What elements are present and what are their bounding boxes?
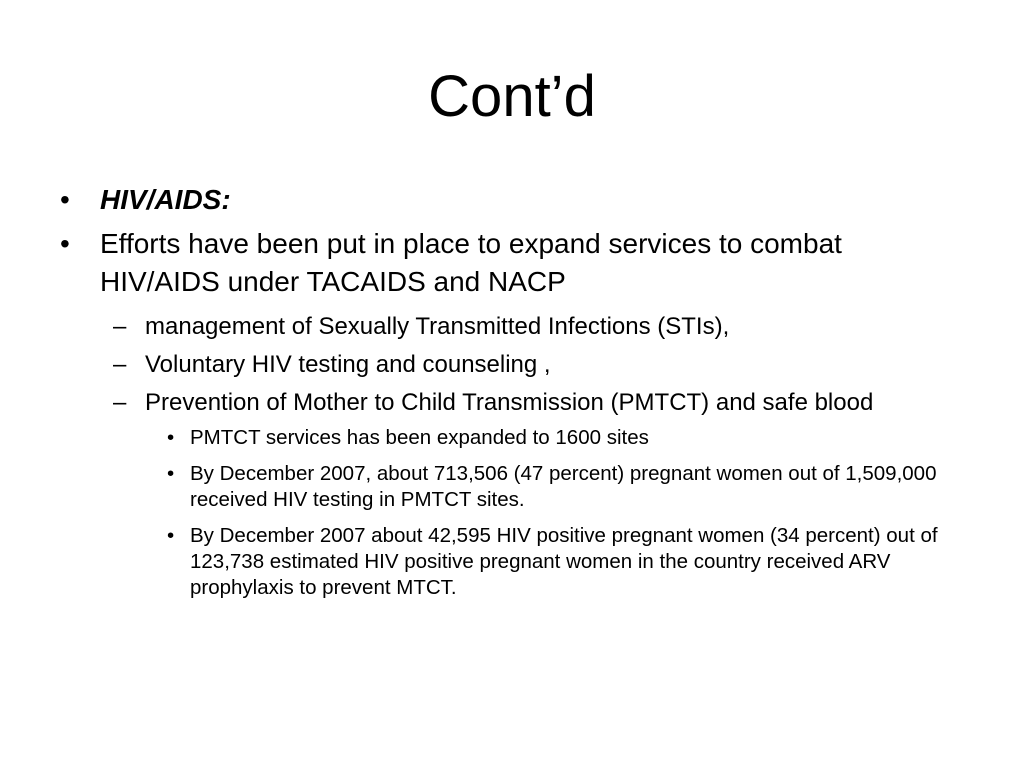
bullet-item-hiv-aids: [56, 181, 966, 219]
bullet-dot-icon: •: [167, 462, 175, 485]
detail-bullet-pmtct-sites: [56, 425, 966, 451]
dash-icon: –: [113, 389, 127, 416]
bullet-text: Efforts have been put in place to expand services to combat HIV/AIDS under TACAIDS and NACP: [100, 228, 842, 297]
sub-bullet-text: management of Sexually Transmitted Infections (STIs),: [145, 313, 730, 340]
slide-body: [56, 181, 966, 611]
bullet-dot-icon: •: [60, 184, 70, 215]
bullet-item-efforts: [56, 225, 966, 301]
sub-bullet-text: Voluntary HIV testing and counseling ,: [145, 351, 551, 378]
sub-bullet-voluntary-testing: [56, 349, 966, 381]
detail-bullet-text: By December 2007, about 713,506 (47 percent) pregnant women out of 1,509,000 received HIV testing in PMTCT sites.: [190, 462, 937, 511]
sub-bullet-pmtct: [56, 387, 966, 419]
detail-bullet-text: PMTCT services has been expanded to 1600 sites: [190, 426, 649, 449]
slide-title: Cont’d: [428, 64, 596, 129]
detail-bullet-hiv-testing: [56, 461, 966, 513]
detail-bullet-text: By December 2007 about 42,595 HIV positive pregnant women (34 percent) out of 123,738 estimated HIV positive pregnant women in the country received ARV prophylaxis to prevent MTCT.: [190, 524, 938, 599]
detail-bullet-arv-prophylaxis: [56, 523, 966, 601]
bullet-dot-icon: •: [60, 228, 70, 259]
dash-icon: –: [113, 351, 127, 378]
bullet-text: HIV/AIDS:: [100, 184, 231, 215]
dash-icon: –: [113, 313, 127, 340]
sub-bullet-text: Prevention of Mother to Child Transmission (PMTCT) and safe blood: [145, 389, 874, 416]
bullet-dot-icon: •: [167, 426, 175, 449]
bullet-dot-icon: •: [167, 524, 175, 547]
sub-bullet-sti-management: [56, 311, 966, 343]
